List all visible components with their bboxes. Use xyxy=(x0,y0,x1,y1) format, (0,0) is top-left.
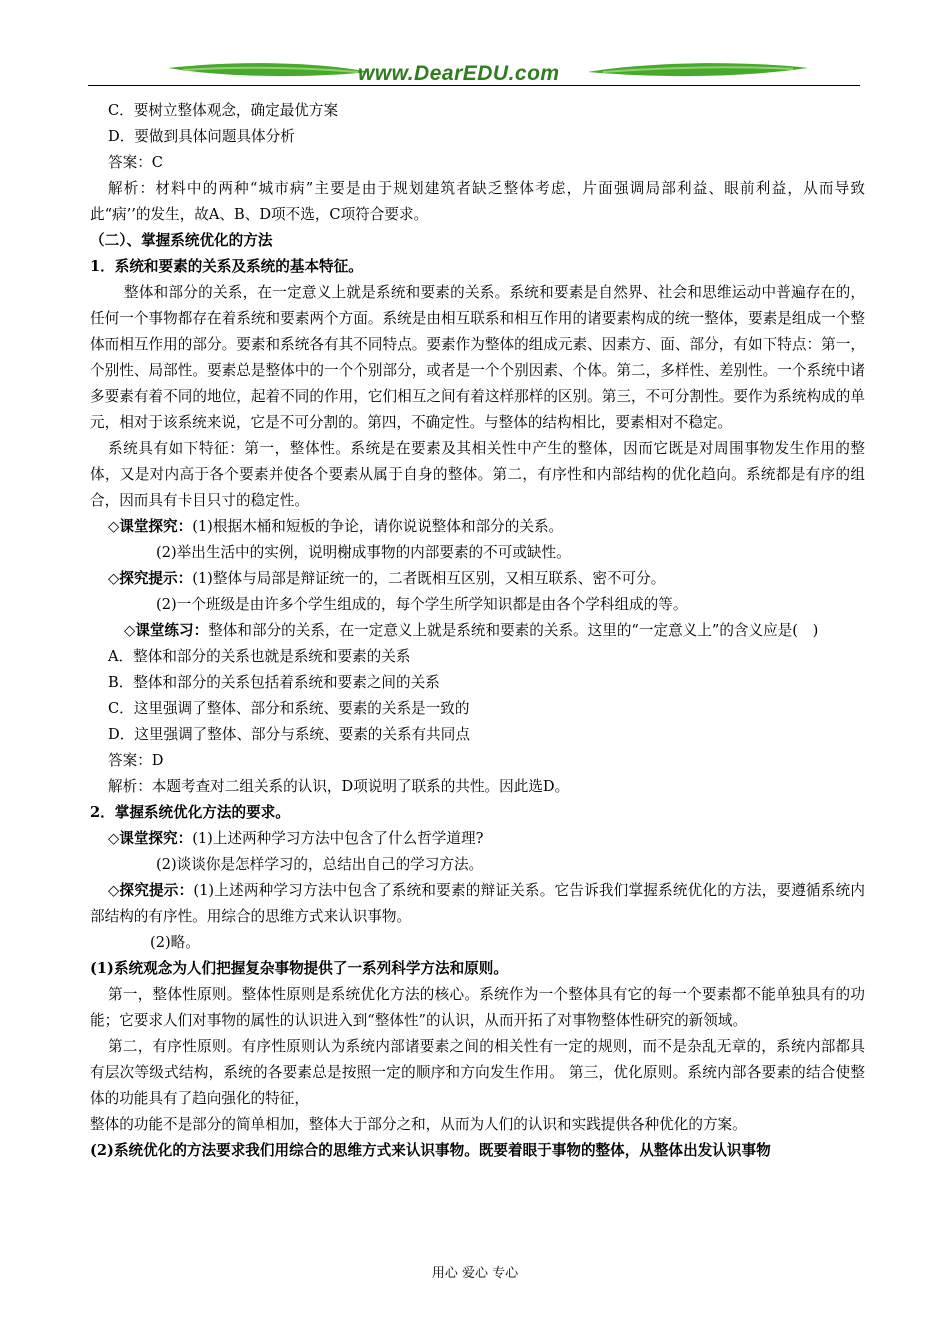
explanation: 解析：材料中的两种“城市病”主要是由于规划建筑者缺乏整体考虑，片面强调局部利益、眼前利益，从而导致此“病’’的发生，故A、B、D项不选，C项符合要求。 xyxy=(90,180,865,223)
inquiry-hint-label-2: ◇探究提示： xyxy=(108,882,194,899)
inquiry-hint-a1: (1)整体与局部是辩证统一的，二者既相互区别，又相互联系、密不可分。 xyxy=(192,570,666,587)
header-rule xyxy=(88,85,860,86)
inquiry-hint-2-a1: (1)上述两种学习方法中包含了系统和要素的辩证关系。它告诉我们掌握系统优化的方法，要遵循系统内部结构的有序性。用综合的思维方式来认识事物。 xyxy=(90,882,865,925)
class-inquiry-q2: (2)举出生活中的实例，说明榭成事物的内部要素的不可或缺性。 xyxy=(156,544,571,561)
exercise-option-b: B．整体和部分的关系包括着系统和要素之间的关系 xyxy=(108,674,440,691)
paragraph-wholeness: 第一，整体性原则。整体性原则是系统优化方法的核心。系统作为一个整体具有它的每一个要素都不能单独具有的功能；它要求人们对事物的属性的认识进入到“整体性”的认识，从而开拓了对事物整体性研究的新领域。 xyxy=(90,986,865,1029)
class-inquiry-2-q2: (2)谈谈你是怎样学习的，总结出自己的学习方法。 xyxy=(156,856,484,873)
answer: 答案：C xyxy=(108,154,163,171)
site-logo-text: www.DearEDU.com xyxy=(358,62,560,85)
paragraph-optimization: 整体的功能不是部分的简单相加，整体大于部分之和，从而为人们的认识和实践提供各种优化的方案。 xyxy=(90,1116,747,1133)
inquiry-hint-2 xyxy=(90,878,865,930)
class-exercise-label: ◇课堂练习： xyxy=(124,622,209,639)
class-exercise-question: 整体和部分的关系，在一定意义上就是系统和要素的关系。这里的“一定意义上”的含义应是( ) xyxy=(208,622,819,639)
exercise-option-d: D．这里强调了整体、部分与系统、要素的关系有共同点 xyxy=(108,726,470,743)
paragraph-system-features: 系统具有如下特征：第一，整体性。系统是在要素及其相关性中产生的整体，因而它既是对周围事物发生作用的整体，又是对内高于各个要素并使各个要素从属于自身的整体。第二，有序性和内部结构的优化趋向。系统都是有序的组合，因而具有卡目只寸的稳定性。 xyxy=(90,440,865,509)
class-inquiry-2 xyxy=(90,826,865,852)
exercise-explanation: 解析：本题考查对二组关系的认识，D项说明了联系的共性。因此选D。 xyxy=(108,778,570,795)
principle-heading-1: (1)系统观念为人们把握复杂事物提供了一系列科学方法和原则。 xyxy=(90,960,508,977)
option-c: C．要树立整体观念，确定最优方案 xyxy=(108,102,339,119)
subsection-heading-2: 2．掌握系统优化方法的要求。 xyxy=(90,804,290,821)
class-inquiry-1 xyxy=(90,514,865,540)
principle-heading-2: (2)系统优化的方法要求我们用综合的思维方式来认识事物。既要着眼于事物的整体，从整体出发认识事物 xyxy=(90,1142,771,1159)
exercise-option-c: C．这里强调了整体、部分和系统、要素的关系是一致的 xyxy=(108,700,470,717)
class-inquiry-label: ◇课堂探究： xyxy=(108,518,193,535)
exercise-answer: 答案：D xyxy=(108,752,164,769)
class-inquiry-label-2: ◇课堂探究： xyxy=(108,830,193,847)
class-inquiry-q1: (1)根据木桶和短板的争论，请你说说整体和部分的关系。 xyxy=(192,518,564,535)
subsection-heading-1: 1．系统和要素的关系及系统的基本特征。 xyxy=(90,258,363,275)
inquiry-hint-label: ◇探究提示： xyxy=(108,570,193,587)
inquiry-hint-1 xyxy=(90,566,865,592)
option-d: D．要做到具体问题具体分析 xyxy=(108,128,295,145)
paragraph-order: 第二，有序性原则。有序性原则认为系统内部诸要素之间的相关性有一定的规则，而不是杂乱无章的，系统内部都具有层次等级式结构，系统的各要素总是按照一定的顺序和方向发生作用。 第三，优化原则。系统内部各要素的结合使整体的功能具有了趋向强化的特征， xyxy=(90,1038,865,1107)
page-footer: 用心 爱心 专心 xyxy=(431,1266,519,1281)
inquiry-hint-2-a2: (2)略。 xyxy=(150,934,200,951)
class-exercise xyxy=(90,618,865,644)
section-heading: （二）、掌握系统优化的方法 xyxy=(90,232,273,249)
inquiry-hint-a2: (2)一个班级是由许多个学生组成的，每个学生所学知识都是由各个学科组成的等。 xyxy=(156,596,688,613)
exercise-option-a: A．整体和部分的关系也就是系统和要素的关系 xyxy=(108,648,411,665)
document-body xyxy=(90,98,865,1164)
paragraph-system-elements: 整体和部分的关系，在一定意义上就是系统和要素的关系。系统和要素是自然界、社会和思维运动中普遍存在的，任何一个事物都存在着系统和要素两个方面。系统是由相互联系和相互作用的诸要素构成的统一整体，要素是组成一个整体而相互作用的部分。要素和系统各有其不同特点。要素作为整体的组成元素、因素方、面、部分，有如下特点：第一，个别性、局部性。要素总是整体中的一个个别部分，或者是一个个别因素、个体。第二，多样性、差别性。一个系统中诸多要素有着不同的地位，起着不同的作用，它们相互之间有着这样那样的区别。第三，不可分割性。要作为系统构成的单元，相对于该系统来说，它是不可分割的。第四，不确定性。与整体的结构相比，要素相对不稳定。 xyxy=(90,284,865,431)
class-inquiry-2-q1: (1)上述两种学习方法中包含了什么哲学道理? xyxy=(192,830,484,847)
